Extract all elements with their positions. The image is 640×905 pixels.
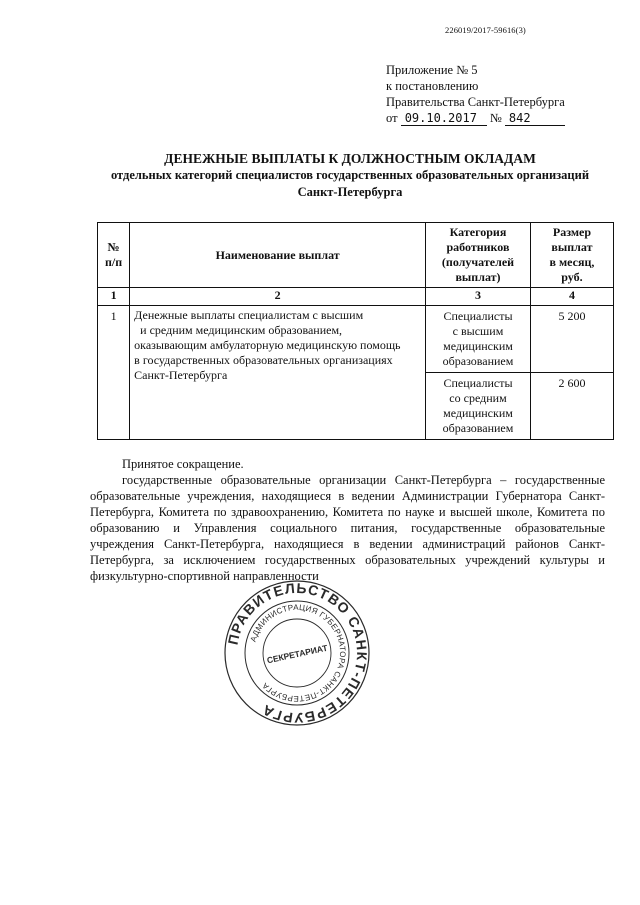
column-number: 4 [530,288,613,306]
appendix-block [386,62,565,126]
appendix-line-3: Правительства Санкт-Петербурга [386,95,565,109]
title-sub-2: Санкт-Петербурга [297,185,403,199]
stamp-inner-text: АДМИНИСТРАЦИЯ ГУБЕРНАТОРА САНКТ-ПЕТЕРБУРГА [248,602,348,704]
category-line: медицинским [443,339,513,353]
category-line: медицинским [443,406,513,420]
table-header-row [98,223,614,288]
category-line: Специалисты [443,309,513,323]
header-amount-2: выплат [551,240,593,254]
header-category-3: (получателей [441,255,515,269]
resolution-number: 842 [505,111,565,126]
number-prefix: № [489,111,502,125]
appendix-date-line [386,110,565,126]
appendix-line-1: Приложение № 5 [386,63,478,77]
stamp-center-text: СЕКРЕТАРИАТ [265,642,329,666]
category-line: Специалисты [443,376,513,390]
date-prefix: от [386,111,398,125]
header-name: Наименование выплат [130,223,426,288]
header-amount [530,223,613,288]
row-index: 1 [98,306,130,440]
column-number: 2 [130,288,426,306]
amount-secondary-education: 2 600 [530,373,613,440]
appendix-line-2: к постановлению [386,79,479,93]
payment-name-line: в государственных образовательных организациях [134,353,393,367]
header-category-1: Категория [449,225,507,239]
header-amount-3: в месяц, [549,255,595,269]
header-amount-1: Размер [552,225,592,239]
table-row [98,306,614,373]
payment-name-line: и средним медицинским образованием, [140,323,343,337]
payment-name [130,306,426,440]
header-amount-4: руб. [561,270,583,284]
document-id: 226019/2017-59616(3) [445,25,526,35]
category-higher-education [426,306,531,373]
header-category [426,223,531,288]
category-line: со средним [449,391,507,405]
notes-section [90,456,605,584]
category-line: с высшим [452,324,504,338]
stamp-outer-text: ПРАВИТЕЛЬСТВО САНКТ-ПЕТЕРБУРГА [224,579,371,727]
column-number: 3 [426,288,531,306]
header-category-4: выплат) [455,270,501,284]
payment-name-line: Денежные выплаты специалистам с высшим [134,308,364,322]
notes-heading: Принятое сокращение. [122,457,244,471]
notes-text: государственные образовательные организации Санкт-Петербурга – государственные образовательные учреждения, находящиеся в ведении Администрации Губернатора Санкт-Петербурга, Комитета по здравоохранению, Комитета по науке и высшей школе, Комитета по образованию и Управления социального питания, государственные образовательные учреждения Санкт-Петербурга, находящиеся в ведении администраций районов Санкт-Петербурга, за исключением государственных образовательных учреждений культуры и физкультурно-спортивной направленности [90,473,605,583]
category-line: образованием [442,421,514,435]
header-number-b: п/п [105,255,123,269]
resolution-date: 09.10.2017 [401,111,487,126]
title-sub-1: отдельных категорий специалистов государственных образовательных организаций [110,168,590,182]
header-number-a: № [107,240,120,254]
category-secondary-education [426,373,531,440]
column-number: 1 [98,288,130,306]
official-stamp [222,578,372,728]
category-line: образованием [442,354,514,368]
document-title [60,150,640,201]
payment-name-line: Санкт-Петербурга [134,368,228,382]
payments-table [97,222,614,440]
title-main: ДЕНЕЖНЫЕ ВЫПЛАТЫ К ДОЛЖНОСТНЫМ ОКЛАДАМ [164,151,536,166]
header-category-2: работников [446,240,510,254]
header-number [98,223,130,288]
payment-name-line: оказывающим амбулаторную медицинскую помощь [134,338,401,352]
column-number-row [98,288,614,306]
amount-higher-education: 5 200 [530,306,613,373]
